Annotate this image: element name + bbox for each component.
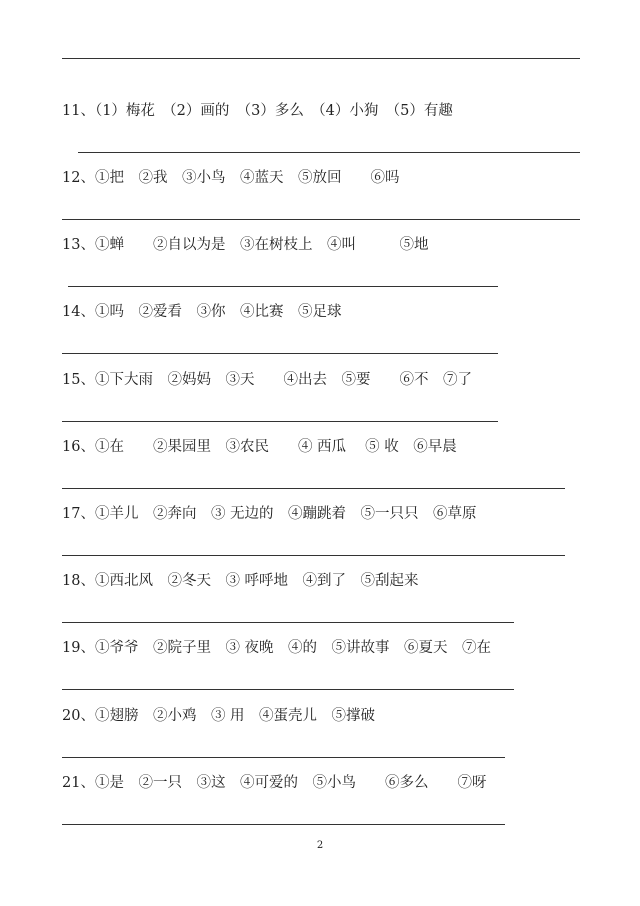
page-number: 2 [316, 840, 324, 851]
question-11: 11、（1）梅花 （2）画的 （3）多么 （4）小狗 （5）有趣 [62, 103, 453, 119]
question-17: 17、①羊儿 ②奔向 ③ 无边的 ④蹦跳着 ⑤一只只 ⑥草原 [62, 506, 477, 522]
answer-line-16 [62, 488, 565, 489]
answer-line-12 [62, 219, 580, 220]
question-13: 13、①蝉 ②自以为是 ③在树枝上 ④叫 ⑤地 [62, 237, 429, 253]
question-12: 12、①把 ②我 ③小鸟 ④蓝天 ⑤放回 ⑥吗 [62, 170, 400, 186]
question-14: 14、①吗 ②爱看 ③你 ④比赛 ⑤足球 [62, 304, 342, 320]
question-20: 20、①翅膀 ②小鸡 ③ 用 ④蛋壳儿 ⑤撑破 [62, 708, 376, 724]
question-19: 19、①爷爷 ②院子里 ③ 夜晚 ④的 ⑤讲故事 ⑥夏天 ⑦在 [62, 640, 492, 656]
answer-line-18 [62, 622, 514, 623]
answer-line-20 [62, 757, 505, 758]
answer-line-15 [62, 421, 498, 422]
answer-line-17 [62, 555, 565, 556]
question-15: 15、①下大雨 ②妈妈 ③天 ④出去 ⑤要 ⑥不 ⑦了 [62, 372, 472, 388]
answer-line-19 [62, 689, 514, 690]
answer-line-21 [62, 824, 505, 825]
answer-line-11 [78, 152, 580, 153]
answer-line-14 [62, 353, 498, 354]
question-16: 16、①在 ②果园里 ③农民 ④ 西瓜 ⑤ 收 ⑥早晨 [62, 439, 457, 455]
answer-line-10 [62, 58, 580, 59]
question-18: 18、①西北风 ②冬天 ③ 呼呼地 ④到了 ⑤刮起来 [62, 573, 419, 589]
question-21: 21、①是 ②一只 ③这 ④可爱的 ⑤小鸟 ⑥多么 ⑦呀 [62, 775, 487, 791]
answer-line-13 [68, 286, 498, 287]
